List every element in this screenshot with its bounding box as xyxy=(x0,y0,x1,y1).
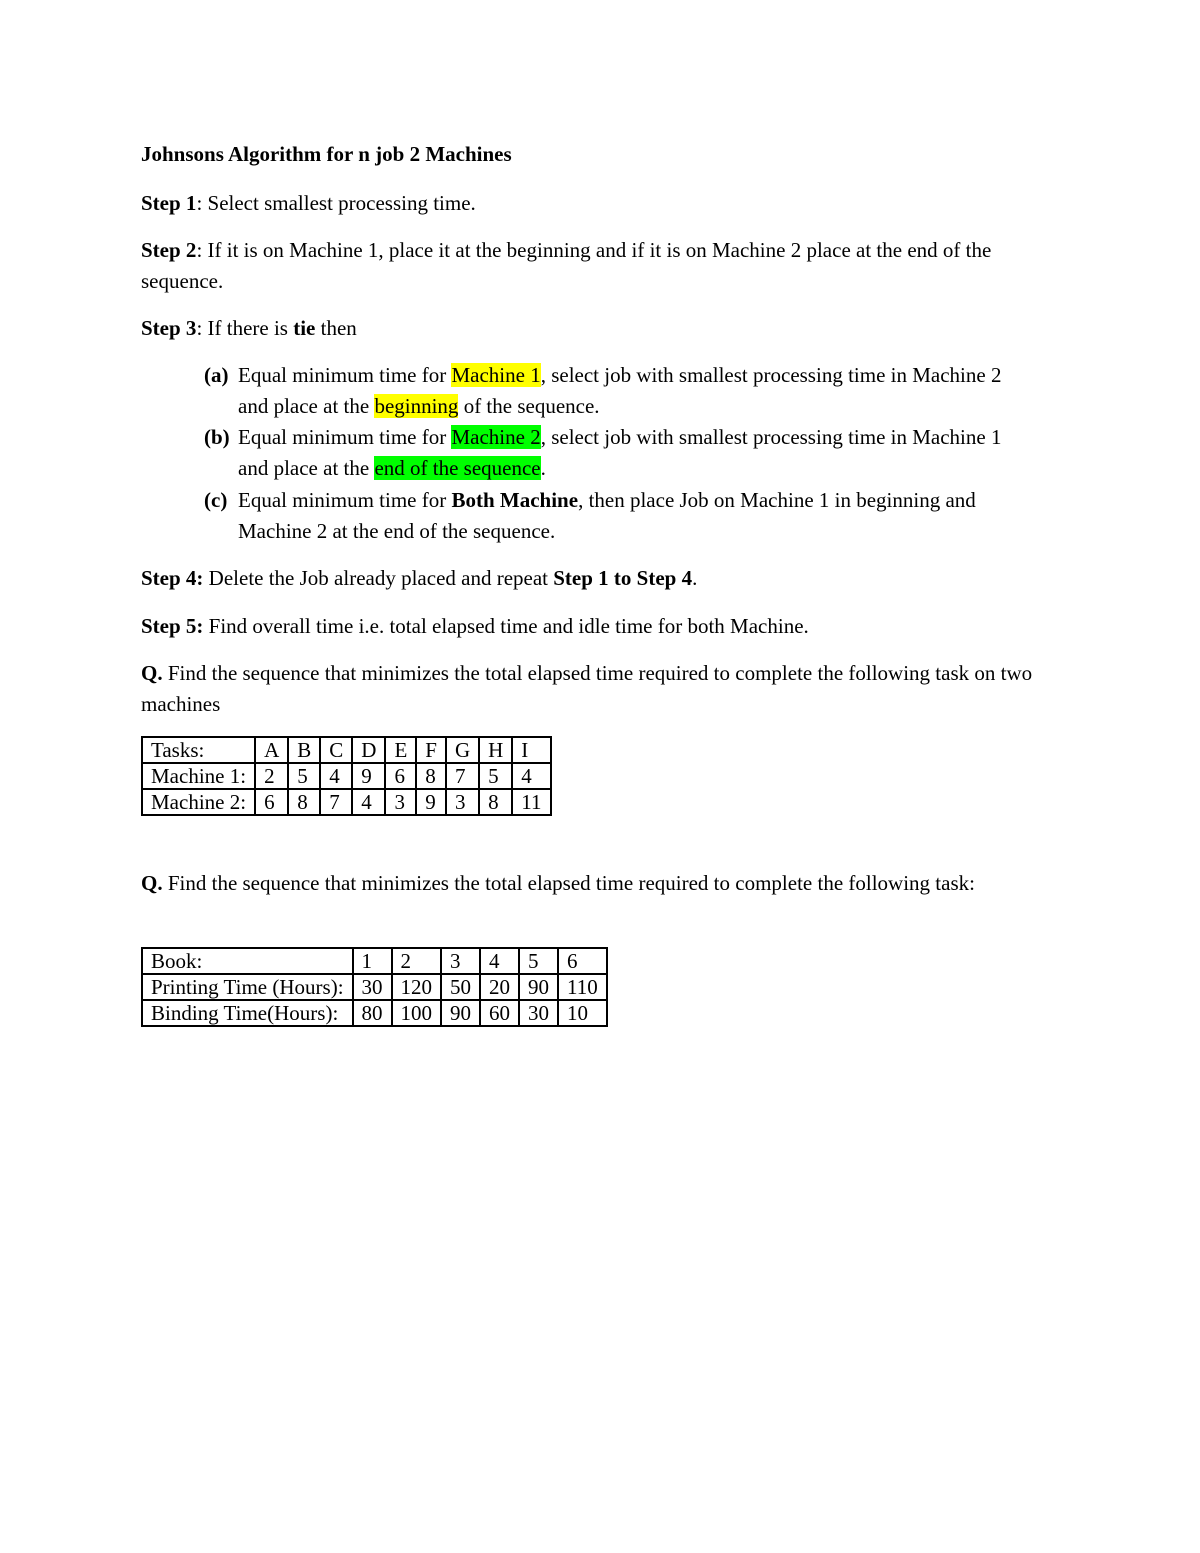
books-table-cell: 1 xyxy=(353,948,392,974)
step-3-sub-a xyxy=(204,360,1034,422)
tasks-table-cell: 3 xyxy=(385,789,416,815)
tasks-table-cell: B xyxy=(288,737,320,763)
step-1-label: Step 1 xyxy=(141,191,197,215)
question-1-label: Q. xyxy=(141,661,163,685)
tasks-table-cell: 9 xyxy=(416,789,446,815)
books-table-row-header: Book: xyxy=(142,948,353,974)
tasks-table-row xyxy=(142,737,551,763)
step-5-text: Find overall time i.e. total elapsed time and idle time for both Machine. xyxy=(203,614,809,638)
tasks-table-cell: 4 xyxy=(512,763,550,789)
books-table-cell: 80 xyxy=(353,1000,392,1026)
tasks-table-cell: 8 xyxy=(479,789,512,815)
books-table-cell: 5 xyxy=(519,948,558,974)
question-2-label: Q. xyxy=(141,871,163,895)
tasks-table-cell: I xyxy=(512,737,550,763)
books-table-row xyxy=(142,948,607,974)
sub-a-text-2: , select job with smallest processing time in Machine 2 and place at the xyxy=(238,363,1002,418)
step-3-sub-c xyxy=(204,485,1034,547)
books-table-cell: 90 xyxy=(441,1000,480,1026)
step-4-text: Delete the Job already placed and repeat xyxy=(203,566,554,590)
tasks-table-row-header: Machine 2: xyxy=(142,789,255,815)
step-3 xyxy=(141,313,1041,344)
step-5-label: Step 5: xyxy=(141,614,204,638)
step-4-end: . xyxy=(692,566,698,590)
tasks-table-row-header: Machine 1: xyxy=(142,763,255,789)
sub-a-text-3: of the sequence. xyxy=(458,394,600,418)
tasks-table-cell: 11 xyxy=(512,789,550,815)
sub-a-highlight-beginning: beginning xyxy=(374,394,459,418)
sub-b-marker: (b) xyxy=(204,425,230,449)
books-table-cell: 60 xyxy=(480,1000,519,1026)
tasks-table-cell: H xyxy=(479,737,512,763)
tasks-table-cell: 6 xyxy=(385,763,416,789)
tasks-table-cell: A xyxy=(255,737,288,763)
tasks-table-cell: E xyxy=(385,737,416,763)
books-table-cell: 6 xyxy=(558,948,607,974)
document-title: Johnsons Algorithm for n job 2 Machines xyxy=(141,142,512,166)
sub-c-marker: (c) xyxy=(204,488,228,512)
books-table-cell: 100 xyxy=(392,1000,442,1026)
sub-c-text-2: , then place Job on Machine 1 in beginning and Machine 2 at the end of the sequence. xyxy=(238,488,976,543)
question-2-text: Find the sequence that minimizes the total elapsed time required to complete the following task: xyxy=(162,871,975,895)
step-3-label: Step 3 xyxy=(141,316,197,340)
step-3-sub-b xyxy=(204,422,1034,484)
step-3-text-end: then xyxy=(315,316,357,340)
question-1-text: Find the sequence that minimizes the total elapsed time required to complete the following task on two machines xyxy=(141,661,1033,716)
tasks-table-cell: 2 xyxy=(255,763,288,789)
step-2 xyxy=(141,235,1041,297)
books-table xyxy=(141,947,608,1027)
sub-c-bold: Both Machine xyxy=(451,488,579,512)
tasks-table-cell: 8 xyxy=(288,789,320,815)
books-table-cell: 50 xyxy=(441,974,480,1000)
books-table-row-header: Binding Time(Hours): xyxy=(142,1000,353,1026)
books-table-row xyxy=(142,974,607,1000)
sub-b-text-1: Equal minimum time for xyxy=(238,425,452,449)
tasks-table-cell: F xyxy=(416,737,446,763)
question-1 xyxy=(141,658,1036,720)
sub-b-text-2: , select job with smallest processing time in Machine 1 and place at the xyxy=(238,425,1002,480)
step-5 xyxy=(141,611,1041,642)
tasks-table-cell: 9 xyxy=(352,763,385,789)
sub-c-text-1: Equal minimum time for xyxy=(238,488,452,512)
tasks-table-cell: G xyxy=(446,737,479,763)
books-table-cell: 30 xyxy=(519,1000,558,1026)
sub-a-highlight-machine: Machine 1 xyxy=(451,363,541,387)
step-1-text: : Select smallest processing time. xyxy=(196,191,476,215)
step-1 xyxy=(141,188,1041,219)
books-table-cell: 4 xyxy=(480,948,519,974)
step-2-text: : If it is on Machine 1, place it at the beginning and if it is on Machine 2 place at the end of the sequence. xyxy=(141,238,992,293)
tasks-table-cell: 7 xyxy=(446,763,479,789)
sub-b-text-3: . xyxy=(540,456,546,480)
books-table-cell: 3 xyxy=(441,948,480,974)
tasks-table-cell: D xyxy=(352,737,385,763)
step-2-label: Step 2 xyxy=(141,238,197,262)
sub-a-text-1: Equal minimum time for xyxy=(238,363,452,387)
step-4 xyxy=(141,563,1041,594)
tasks-table-cell: 7 xyxy=(320,789,352,815)
tasks-table-row xyxy=(142,763,551,789)
tasks-table-row-header: Tasks: xyxy=(142,737,255,763)
books-table-cell: 30 xyxy=(353,974,392,1000)
sub-a-marker: (a) xyxy=(204,363,229,387)
question-2 xyxy=(141,868,1036,899)
books-table-cell: 110 xyxy=(558,974,607,1000)
tasks-table-cell: 6 xyxy=(255,789,288,815)
step-3-tie: tie xyxy=(293,316,316,340)
books-table-cell: 120 xyxy=(392,974,442,1000)
step-3-text: : If there is xyxy=(196,316,294,340)
tasks-table-cell: 5 xyxy=(479,763,512,789)
books-table-cell: 90 xyxy=(519,974,558,1000)
tasks-table-cell: 5 xyxy=(288,763,320,789)
tasks-table-row xyxy=(142,789,551,815)
books-table-row xyxy=(142,1000,607,1026)
sub-b-highlight-machine: Machine 2 xyxy=(451,425,541,449)
sub-b-highlight-end: end of the sequence xyxy=(374,456,541,480)
step-4-bold: Step 1 to Step 4 xyxy=(553,566,693,590)
tasks-table-cell: 4 xyxy=(352,789,385,815)
tasks-table-cell: 3 xyxy=(446,789,479,815)
tasks-table-cell: 8 xyxy=(416,763,446,789)
books-table-cell: 10 xyxy=(558,1000,607,1026)
books-table-cell: 20 xyxy=(480,974,519,1000)
tasks-table-cell: C xyxy=(320,737,352,763)
step-4-label: Step 4: xyxy=(141,566,204,590)
books-table-cell: 2 xyxy=(392,948,442,974)
tasks-table-cell: 4 xyxy=(320,763,352,789)
books-table-row-header: Printing Time (Hours): xyxy=(142,974,353,1000)
tasks-table xyxy=(141,736,552,816)
